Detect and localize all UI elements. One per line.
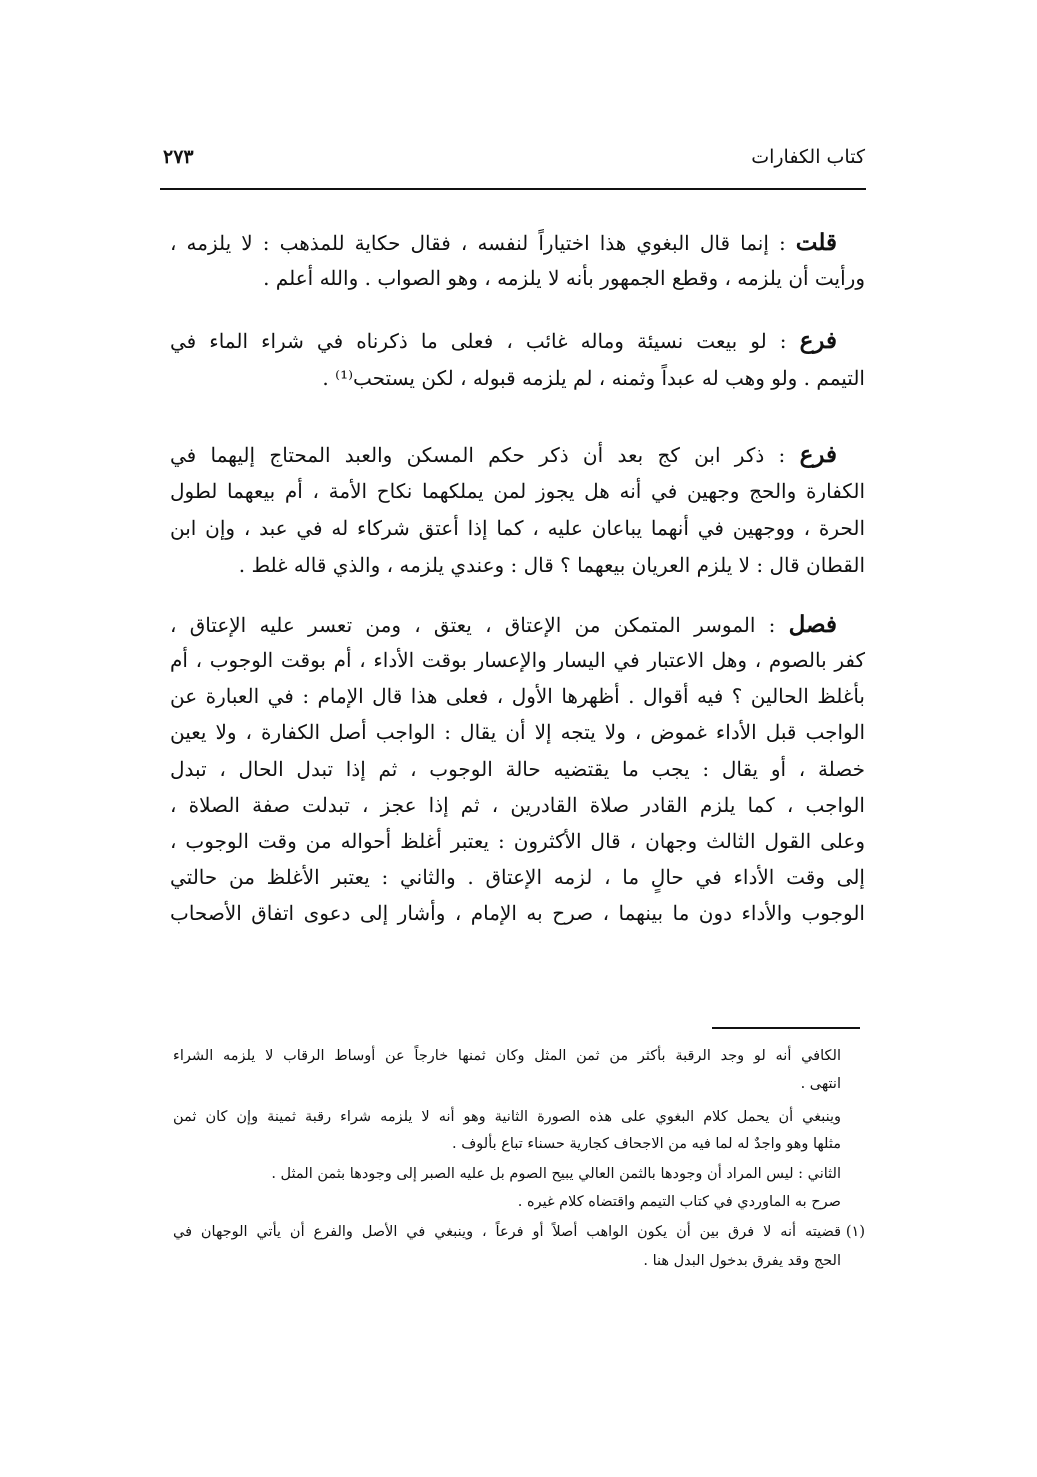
text-line: [170, 440, 837, 470]
line-text: الواجب ، كما يلزم القادر صلاة القادرين ، ثم إذا عجز ، تبدلت صفة الصلاة ،: [170, 793, 865, 817]
line-text: ورأيت أن يلزمه ، وقطع الجمهور بأنه لا يلزمه ، وهو الصواب . والله أعلم .: [263, 266, 865, 290]
line-text: الوجوب والأداء دون ما بينهما ، صرح به الإمام ، وأشار إلى دعوى اتفاق الأصحاب: [170, 901, 865, 925]
line-text: القطان قال : لا يلزم العريان بيعهما ؟ قال : وعندي يلزمه ، والذي قاله غلط .: [238, 553, 865, 577]
running-header-title: كتاب الكفارات: [751, 146, 865, 168]
footnote-line: مثلها وهو واجدٌ له لما فيه من الاجحاف كجارية حسناء تباع بألوف .: [452, 1136, 841, 1152]
footnote-line: وينبغي أن يحمل كلام البغوي على هذه الصورة الثانية وهو أنه لا يلزمه شراء رقبة ثمينة وإن كان ثمن: [173, 1109, 841, 1125]
line-text: : ذكر ابن كج بعد أن ذكر حكم المسكن والعبد المحتاج إليهما في: [170, 443, 800, 467]
lead-word: فرع: [799, 327, 837, 354]
footnote-line: انتهى .: [800, 1076, 841, 1092]
text-line: [170, 263, 865, 293]
text-line: [170, 681, 865, 711]
line-text: التيمم . ولو وهب له عبداً وثمنه ، لم يلزمه قبوله ، لكن يستحب⁽¹⁾ .: [322, 366, 865, 390]
text-line: [170, 790, 865, 820]
text-line: [170, 326, 837, 356]
footnote-text: قضيته أنه لا فرق بين أن يكون الواهب أصلاً أو فرعاً ، وينبغي في الأصل والفرع أن يأتي الوجهان في: [173, 1224, 841, 1240]
lead-word: قلت: [795, 229, 837, 256]
lead-word: فرع: [799, 441, 837, 468]
footnote-rule: [712, 1027, 860, 1029]
line-text: إلى وقت الأداء في حالٍ ما ، لزمه الإعتاق . والثاني : يعتبر الأغلظ من حالتي: [170, 865, 865, 889]
line-text: الواجب قبل الأداء غموض ، ولا يتجه إلا أن يقال : الواجب أصل الكفارة ، ولا يعين: [170, 720, 865, 744]
text-line: [170, 717, 865, 747]
line-text: الكفارة والحج وجهين في أنه هل يجوز لمن يملكهما نكاح الأمة ، أم بيعهما لطول: [170, 479, 866, 503]
line-text: : لو بيعت نسيئة وماله غائب ، فعلى ما ذكرناه في شراء الماء في: [170, 329, 800, 353]
page-number: ٢٧٣: [163, 146, 194, 168]
line-text: خصلة ، أو يقال : يجب ما يقتضيه حالة الوجوب ، ثم إذا تبدل الحال ، تبدل: [170, 757, 865, 781]
line-text: وعلى القول الثالث وجهان ، قال الأكثرون : يعتبر أغلظ أحواله من وقت الوجوب ،: [170, 829, 865, 853]
footnote-line: صرح به الماوردي في كتاب التيمم واقتضاه كلام غيره .: [517, 1194, 841, 1210]
text-line: [170, 645, 865, 675]
line-text: الحرة ، ووجهين في أنهما يباعان عليه ، كما إذا أعتق شركاء له في عبد ، وإن ابن: [170, 516, 865, 540]
text-line: [170, 898, 865, 928]
text-line: [170, 862, 865, 892]
text-line: [170, 363, 865, 393]
lead-word: فصل: [788, 611, 837, 638]
footnote-line: الكافي أنه لو وجد الرقبة بأكثر من ثمن المثل وكان ثمنها خارجاً عن أوساط الرقاب لا يلزمه الشراء: [173, 1048, 841, 1064]
text-line: [170, 826, 865, 856]
text-line: [170, 550, 865, 580]
text-line: [170, 754, 865, 784]
footnote-line: الثاني : ليس المراد أن وجودها بالثمن العالي يبيح الصوم بل عليه الصبر إلى وجودها بثمن المثل .: [271, 1166, 841, 1182]
line-text: : إنما قال البغوي هذا اختياراً لنفسه ، فقال حكاية للمذهب : لا يلزمه ،: [170, 231, 796, 255]
line-text: بأغلظ الحالين ؟ فيه أقوال . أظهرها الأول ، فعلى هذا قال الإمام : في العبارة عن: [170, 684, 865, 708]
footnote-1: [173, 1220, 865, 1244]
footnote-line: الحج وقد يفرق بدخول البدل هنا .: [643, 1253, 841, 1269]
line-text: : الموسر المتمكن من الإعتاق ، يعتق ، ومن تعسر عليه الإعتاق ،: [170, 613, 789, 637]
text-line: [170, 610, 837, 640]
header-rule: [160, 188, 866, 190]
text-line: [170, 476, 865, 506]
line-text: كفر بالصوم ، وهل الاعتبار في اليسار والإعسار بوقت الأداء ، أم بوقت الوجوب ، أم: [170, 648, 865, 672]
text-line: [170, 228, 837, 258]
text-line: [170, 513, 865, 543]
footnote-marker: (١): [845, 1224, 865, 1240]
